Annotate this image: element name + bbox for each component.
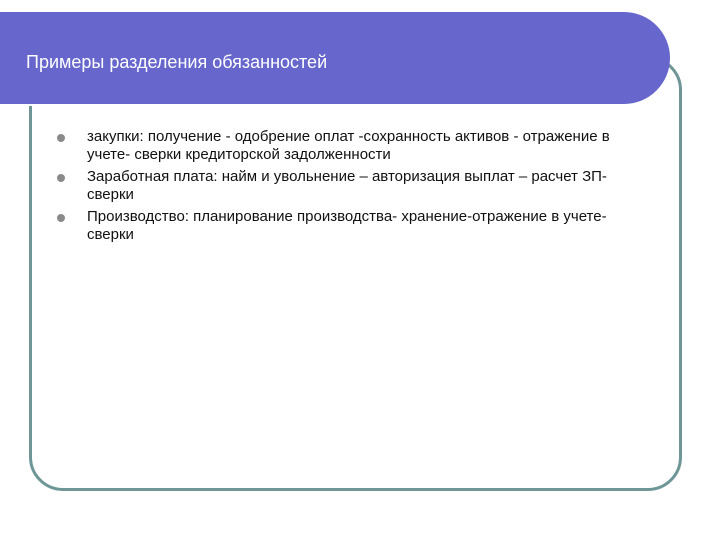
slide-title: Примеры разделения обязанностей <box>26 52 328 72</box>
slide-frame <box>29 56 682 491</box>
title-bar <box>0 12 670 104</box>
bullet-dot-icon <box>57 134 65 142</box>
bullet-text: закупки: получение - одобрение оплат -сохранность активов - отражение в учете- сверки кредиторской задолженности <box>87 128 610 163</box>
bullet-dot-icon <box>57 214 65 222</box>
bullet-item <box>56 208 646 244</box>
bullet-dot-icon <box>57 174 65 182</box>
bullet-item <box>56 128 646 164</box>
bullet-text: Заработная плата: найм и увольнение – авторизация выплат – расчет ЗП-сверки <box>87 168 607 203</box>
bullet-item <box>56 168 646 204</box>
bullet-list <box>56 128 646 248</box>
bullet-text: Производство: планирование производства- хранение-отражение в учете-сверки <box>87 208 607 243</box>
title-underline <box>0 104 636 106</box>
